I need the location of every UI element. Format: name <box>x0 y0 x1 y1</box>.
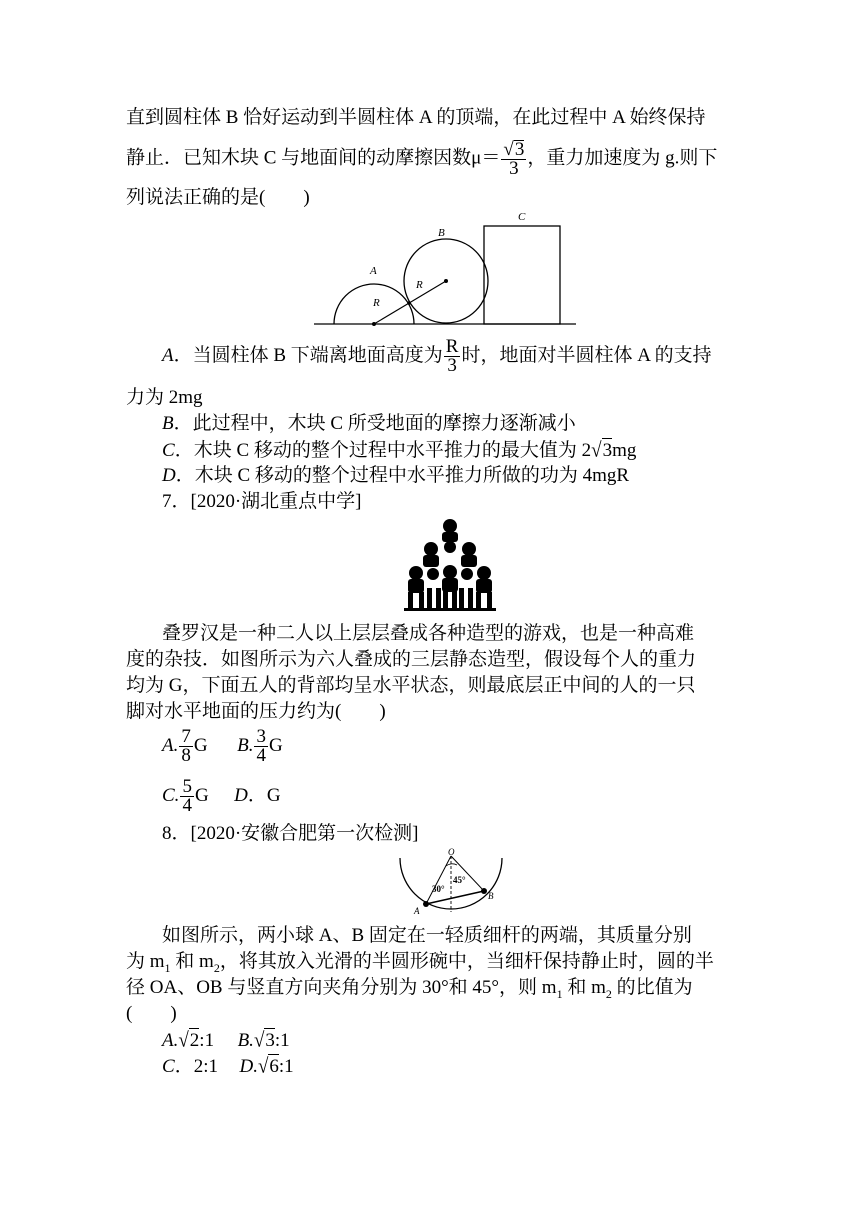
q8-opt-b-letter: B. <box>237 1030 254 1051</box>
q7-options-ab <box>162 726 283 766</box>
q6-option-d <box>162 464 629 488</box>
label-a: A <box>370 265 377 277</box>
q7-opt-d-text: ．G <box>247 785 281 806</box>
q8-opt-d-rest: :1 <box>278 1056 294 1077</box>
frac-num: R <box>445 336 459 358</box>
mu-num: 3 <box>514 139 525 160</box>
q8-opt-a-rest: :1 <box>199 1030 215 1051</box>
q8-line2-b: 和 m <box>170 951 214 972</box>
figure-human-pyramid <box>400 516 500 614</box>
figure-cylinders <box>310 208 580 330</box>
q7-opt-b-letter: B. <box>237 735 254 756</box>
q8-opt-b-rest: :1 <box>274 1030 290 1051</box>
center-a <box>372 322 376 326</box>
q8-opt-a-sqrt: 2 <box>189 1030 200 1051</box>
option-a-letter: A <box>162 345 174 366</box>
q8-line3-sub2: 2 <box>605 986 612 1001</box>
q7-opt-a-unit: G <box>193 735 208 756</box>
option-c-sqrt: 3 <box>602 440 613 461</box>
option-a-fraction <box>444 338 461 375</box>
angle-arc <box>446 864 457 866</box>
q8-opt-b-sqrt: 3 <box>265 1030 275 1051</box>
q7-opt-c-fraction <box>180 778 194 815</box>
block-c <box>484 226 560 324</box>
q7-options-cd <box>162 776 281 816</box>
q8-line1: 如图所示，两小球 A、B 固定在一轻质细杆的两端，其质量分别 <box>162 925 692 946</box>
q7-opt-c-den: 4 <box>182 795 192 817</box>
q7-opt-a-num: 7 <box>181 726 191 748</box>
q8-options-ab: A.√2:1 B.√3:1 <box>162 1028 290 1052</box>
q7-opt-b-unit: G <box>268 735 283 756</box>
q7-line1: 叠罗汉是一种二人以上层层叠成各种造型的游戏，也是一种高难 <box>162 623 695 644</box>
radius-ob <box>451 856 484 891</box>
pyramid-people <box>404 519 496 611</box>
ball-a <box>423 901 429 907</box>
label-o: O <box>448 848 455 857</box>
label-a: A <box>414 906 420 916</box>
q7-line4: 脚对水平地面的压力约为( ) <box>126 701 386 722</box>
q8-opt-c-text: ．2:1 <box>174 1056 218 1077</box>
q8-line3 <box>126 976 693 1006</box>
q6-option-b <box>162 412 576 436</box>
q6-line2 <box>126 140 717 178</box>
ball-b <box>481 888 487 894</box>
q8-line2-sub1: 1 <box>164 960 171 975</box>
q8-line3-b: 和 m <box>562 977 606 998</box>
center-b <box>444 279 448 283</box>
option-a-text2: 时，地面对半圆柱体 A 的支持 <box>461 345 712 366</box>
q6-option-c: C．木块 C 移动的整个过程中水平推力的最大值为 2√3mg <box>162 438 637 462</box>
q8-opt-c-letter: C <box>162 1056 175 1077</box>
mu-den: 3 <box>509 158 519 179</box>
q6-line2-text: 静止．已知木块 C 与地面间的动摩擦因数μ＝ <box>126 147 501 169</box>
q7-opt-a-letter: A. <box>162 735 179 756</box>
q6-line2-tail: ，重力加速度为 g.则下 <box>527 147 718 169</box>
q6-option-a <box>162 336 712 376</box>
q7-opt-c-letter: C. <box>162 785 180 806</box>
q8-line4: ( ) <box>126 1003 177 1024</box>
label-r1: R <box>373 297 380 309</box>
q7-opt-b-fraction <box>254 728 268 765</box>
mu-fraction: $\frac{√3}{3}$ <box>503 139 525 179</box>
q8-line2-a: 为 m <box>126 951 165 972</box>
q8-header: 8．[2020·安徽合肥第一次检测] <box>162 823 419 844</box>
q8-opt-d-letter: D. <box>239 1056 258 1077</box>
q7-line2: 度的杂技．如图所示为六人叠成的三层静态造型，假设每个人的重力 <box>126 649 697 670</box>
q7-line3: 均为 G，下面五人的背部均呈水平状态，则最底层正中间的人的一只 <box>126 675 696 696</box>
label-b: B <box>488 891 494 901</box>
label-b: B <box>438 227 445 239</box>
option-b-text: ．此过程中，木块 C 所受地面的摩擦力逐渐减小 <box>173 413 576 434</box>
q8-line2-c: ，将其放入光滑的半圆形碗中，当细杆保持静止时，圆的半 <box>219 951 714 972</box>
angle-30: 30° <box>432 884 445 894</box>
q6-line3: 列说法正确的是( ) <box>126 187 310 208</box>
q8-opt-d-sqrt: 6 <box>269 1056 279 1077</box>
angle-45: 45° <box>453 875 466 885</box>
contact-point <box>407 301 411 305</box>
option-d-text: ．木块 C 移动的整个过程中水平推力所做的功为 4mgR <box>175 465 630 486</box>
q7-opt-b-num: 3 <box>256 726 266 748</box>
option-d-letter: D <box>162 465 176 486</box>
option-c-text1: ．木块 C 移动的整个过程中水平推力的最大值为 2 <box>174 440 592 461</box>
q7-opt-d-letter: D <box>234 785 248 806</box>
q8-opt-a-letter: A. <box>162 1030 179 1051</box>
q7-opt-a-den: 8 <box>181 745 191 767</box>
q8-line3-a: 径 OA、OB 与竖直方向夹角分别为 30°和 45°，则 m <box>126 977 557 998</box>
q7-opt-a-fraction <box>179 728 193 765</box>
label-c: C <box>518 211 526 223</box>
q6-line1: 直到圆柱体 B 恰好运动到半圆柱体 A 的顶端，在此过程中 A 始终保持 <box>126 107 706 128</box>
q8-line3-sub1: 1 <box>556 986 563 1001</box>
q8-line2-sub2: 2 <box>213 960 220 975</box>
label-r2: R <box>416 279 423 291</box>
option-a-text1: ．当圆柱体 B 下端离地面高度为 <box>173 345 443 366</box>
q6-option-a-cont: 力为 2mg <box>126 387 203 408</box>
q7-opt-b-den: 4 <box>256 745 266 767</box>
option-b-letter: B <box>162 413 174 434</box>
option-c-text2: mg <box>612 440 637 461</box>
q7-opt-c-num: 5 <box>182 776 192 798</box>
q7-header: 7．[2020·湖北重点中学] <box>162 491 362 512</box>
radius-oa <box>426 856 451 904</box>
frac-den: 3 <box>447 355 457 377</box>
q7-opt-c-unit: G <box>194 785 209 806</box>
q8-line3-c: 的比值为 <box>611 977 693 998</box>
figure-bowl <box>394 848 508 916</box>
option-c-letter: C <box>162 440 175 461</box>
q8-options-cd: C．2:1 D.√6:1 <box>162 1054 294 1078</box>
